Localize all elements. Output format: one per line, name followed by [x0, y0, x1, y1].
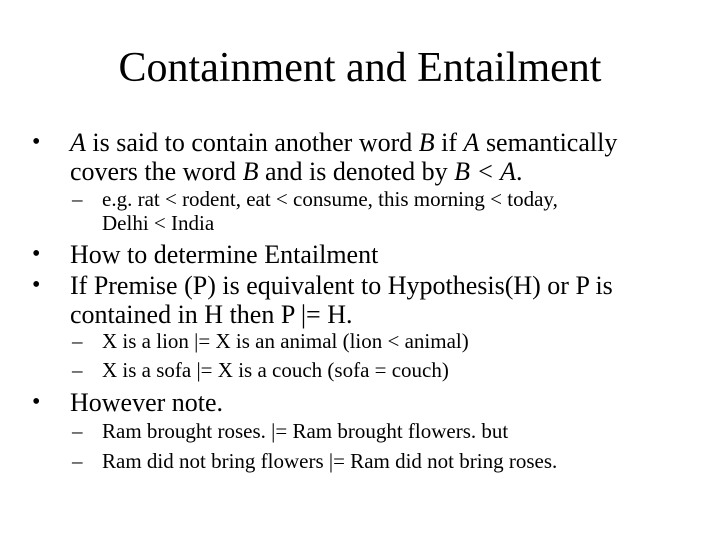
bullet-text-line-2: contained in H then P |= H.	[70, 300, 353, 329]
text-run: if	[434, 128, 464, 157]
italic-b: B	[418, 128, 435, 157]
bullet-item-premise-hypothesis	[32, 271, 613, 329]
bullet-marker: •	[32, 241, 41, 267]
italic-notation: B < A	[454, 157, 516, 186]
sub-text: X is a lion |= X is an animal (lion < animal)	[102, 329, 469, 353]
sub-item-roses-example	[72, 419, 509, 443]
sub-item-sofa-example	[72, 358, 449, 382]
bullet-text-line-1	[70, 128, 617, 157]
sub-bullet-marker: –	[72, 449, 83, 473]
italic-a: A	[70, 128, 86, 157]
bullet-item-containment-definition	[32, 128, 618, 186]
slide-title: Containment and Entailment	[118, 45, 602, 91]
sub-item-flowers-example	[72, 449, 558, 473]
sub-text: Ram did not bring flowers |= Ram did not bring roses.	[102, 449, 558, 473]
bullet-text: How to determine Entailment	[70, 240, 379, 269]
text-run: and is denoted by	[258, 157, 455, 186]
sub-item-lion-example	[72, 329, 469, 353]
bullet-text-line-1: If Premise (P) is equivalent to Hypothesis(H) or P is	[70, 271, 613, 300]
text-run: covers the word	[70, 157, 243, 186]
sub-text-line-2: Delhi < India	[102, 211, 215, 235]
sub-bullet-marker: –	[72, 358, 83, 382]
sub-text-line-1: e.g. rat < rodent, eat < consume, this morning < today,	[102, 187, 558, 211]
bullet-text: However note.	[70, 388, 224, 417]
bullet-item-determine-entailment	[32, 240, 379, 269]
sub-bullet-marker: –	[72, 187, 83, 211]
text-run: semantically	[479, 128, 618, 157]
sub-text: Ram brought roses. |= Ram brought flowers. but	[102, 419, 509, 443]
bullet-item-however-note	[32, 388, 224, 417]
sub-text: X is a sofa |= X is a couch (sofa = couch)	[102, 358, 449, 382]
italic-a: A	[463, 128, 480, 157]
sub-bullet-marker: –	[72, 419, 83, 443]
bullet-text-line-2	[70, 157, 617, 186]
bullet-marker: •	[32, 389, 41, 415]
text-run: is said to contain another word	[85, 128, 419, 157]
bullet-marker: •	[32, 129, 41, 155]
sub-bullet-marker: –	[72, 329, 83, 353]
sub-item-examples	[72, 187, 558, 235]
bullet-marker: •	[32, 272, 41, 298]
italic-b: B	[242, 157, 259, 186]
text-run: .	[515, 157, 523, 186]
